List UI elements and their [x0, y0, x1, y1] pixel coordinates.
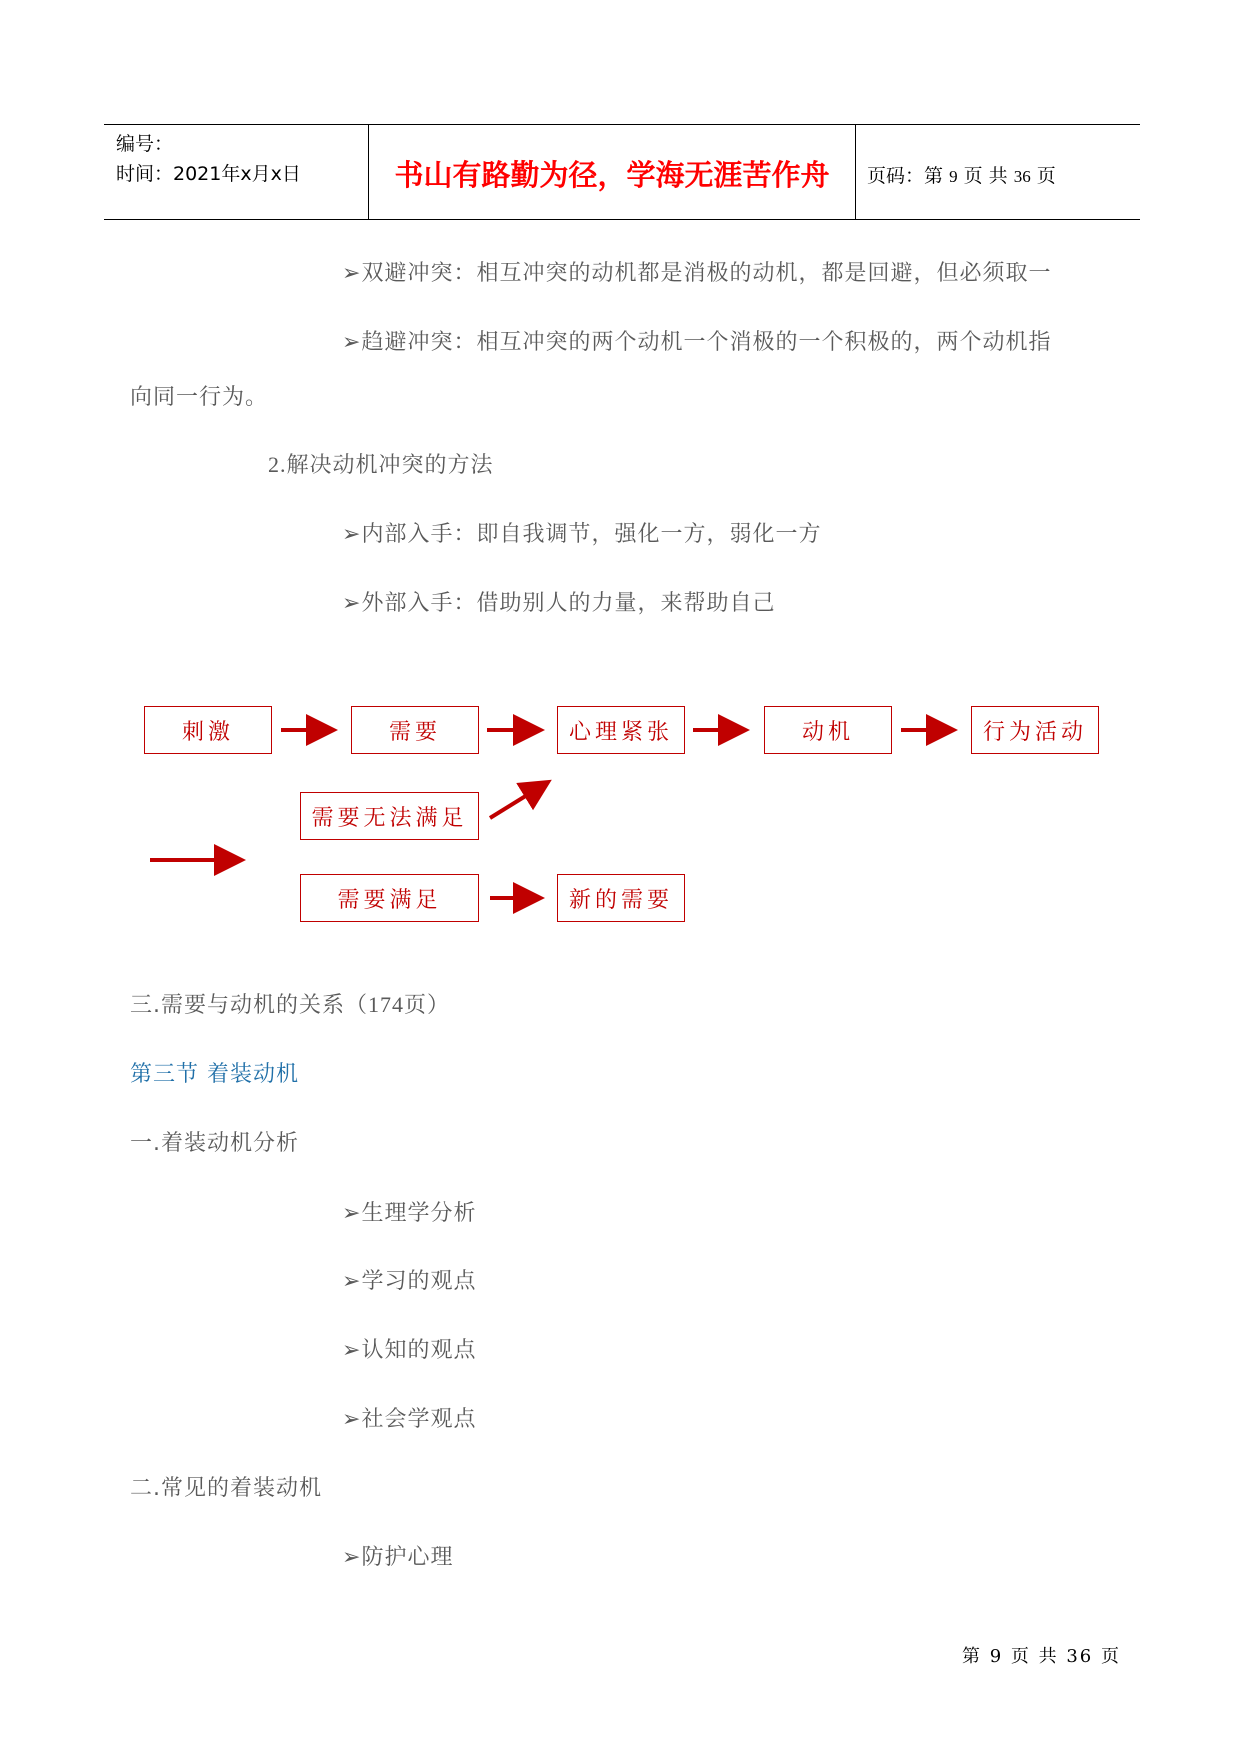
flow-box-stimulus: 刺激	[144, 706, 272, 754]
line-internal: 内部入手：即自我调节，强化一方，弱化一方	[361, 522, 822, 547]
page-prefix: 页码：第	[867, 165, 944, 187]
page-current: 9	[949, 167, 958, 186]
bullet-arrow-icon: ➢	[342, 522, 362, 547]
heading-resolve-text: 解决动机冲突的方法	[286, 453, 494, 478]
arrow-unmet-tension	[490, 784, 545, 818]
bullet-arrow-icon: ➢	[342, 1269, 362, 1294]
line-external: 外部入手：借助别人的力量，来帮助自己	[361, 591, 776, 616]
bullet-learning	[342, 1264, 476, 1295]
section3-suffix: 页）	[404, 993, 451, 1018]
bullet-arrow-icon: ➢	[342, 330, 362, 355]
subheading-analysis: 一.着装动机分析	[130, 1131, 299, 1156]
chapter-title: 第三节 着装动机	[130, 1062, 299, 1087]
bullet-physiology	[342, 1196, 476, 1227]
section3-prefix: 三.需要与动机的关系（	[130, 993, 368, 1018]
bullet-arrow-icon: ➢	[342, 1407, 362, 1432]
page-total: 36	[1013, 167, 1031, 186]
bullet-arrow-icon: ➢	[342, 1338, 362, 1363]
page-mid: 页 共	[963, 165, 1008, 187]
page-suffix: 页	[1036, 165, 1056, 187]
line-approach-avoidance: 趋避冲突：相互冲突的两个动机一个消极的一个积极的，两个动机指	[361, 330, 1052, 355]
flow-box-need: 需要	[351, 706, 479, 754]
line-learning: 学习的观点	[361, 1269, 477, 1294]
time-label: 时间：2021年x月x日	[116, 163, 301, 185]
bullet-arrow-icon: ➢	[342, 1545, 362, 1570]
bullet-cognitive	[342, 1333, 476, 1364]
line-protection: 防护心理	[361, 1545, 454, 1570]
flow-box-motive: 动机	[764, 706, 892, 754]
flow-box-new-need: 新的需要	[557, 874, 685, 922]
number-label: 编号：	[116, 133, 174, 155]
bullet-sociology	[342, 1402, 476, 1433]
bullet-arrow-icon: ➢	[342, 591, 362, 616]
page-footer: 第 9 页 共 36 页	[962, 1646, 1121, 1667]
section3-page: 174	[368, 992, 404, 1017]
line-approach-avoidance-cont: 向同一行为。	[130, 385, 269, 410]
header-motto: 书山有路勤为径，学海无涯苦作舟	[394, 158, 830, 192]
flow-box-met: 需要满足	[300, 874, 479, 922]
line-cognitive: 认知的观点	[361, 1338, 477, 1363]
section3-heading	[130, 988, 450, 1019]
heading-resolve-number: 2.	[268, 452, 287, 477]
subheading-common: 二.常见的着装动机	[130, 1476, 322, 1501]
flow-box-behavior: 行为活动	[971, 706, 1099, 754]
line-double-avoidance: 双避冲突：相互冲突的动机都是消极的动机，都是回避，但必须取一	[361, 261, 1052, 286]
line-sociology: 社会学观点	[361, 1407, 477, 1432]
bullet-protection	[342, 1540, 453, 1571]
bullet-arrow-icon: ➢	[342, 261, 362, 286]
flow-box-tension: 心理紧张	[557, 706, 685, 754]
bullet-arrow-icon: ➢	[342, 1201, 362, 1226]
line-physiology: 生理学分析	[361, 1201, 477, 1226]
flow-box-unmet: 需要无法满足	[300, 792, 479, 840]
